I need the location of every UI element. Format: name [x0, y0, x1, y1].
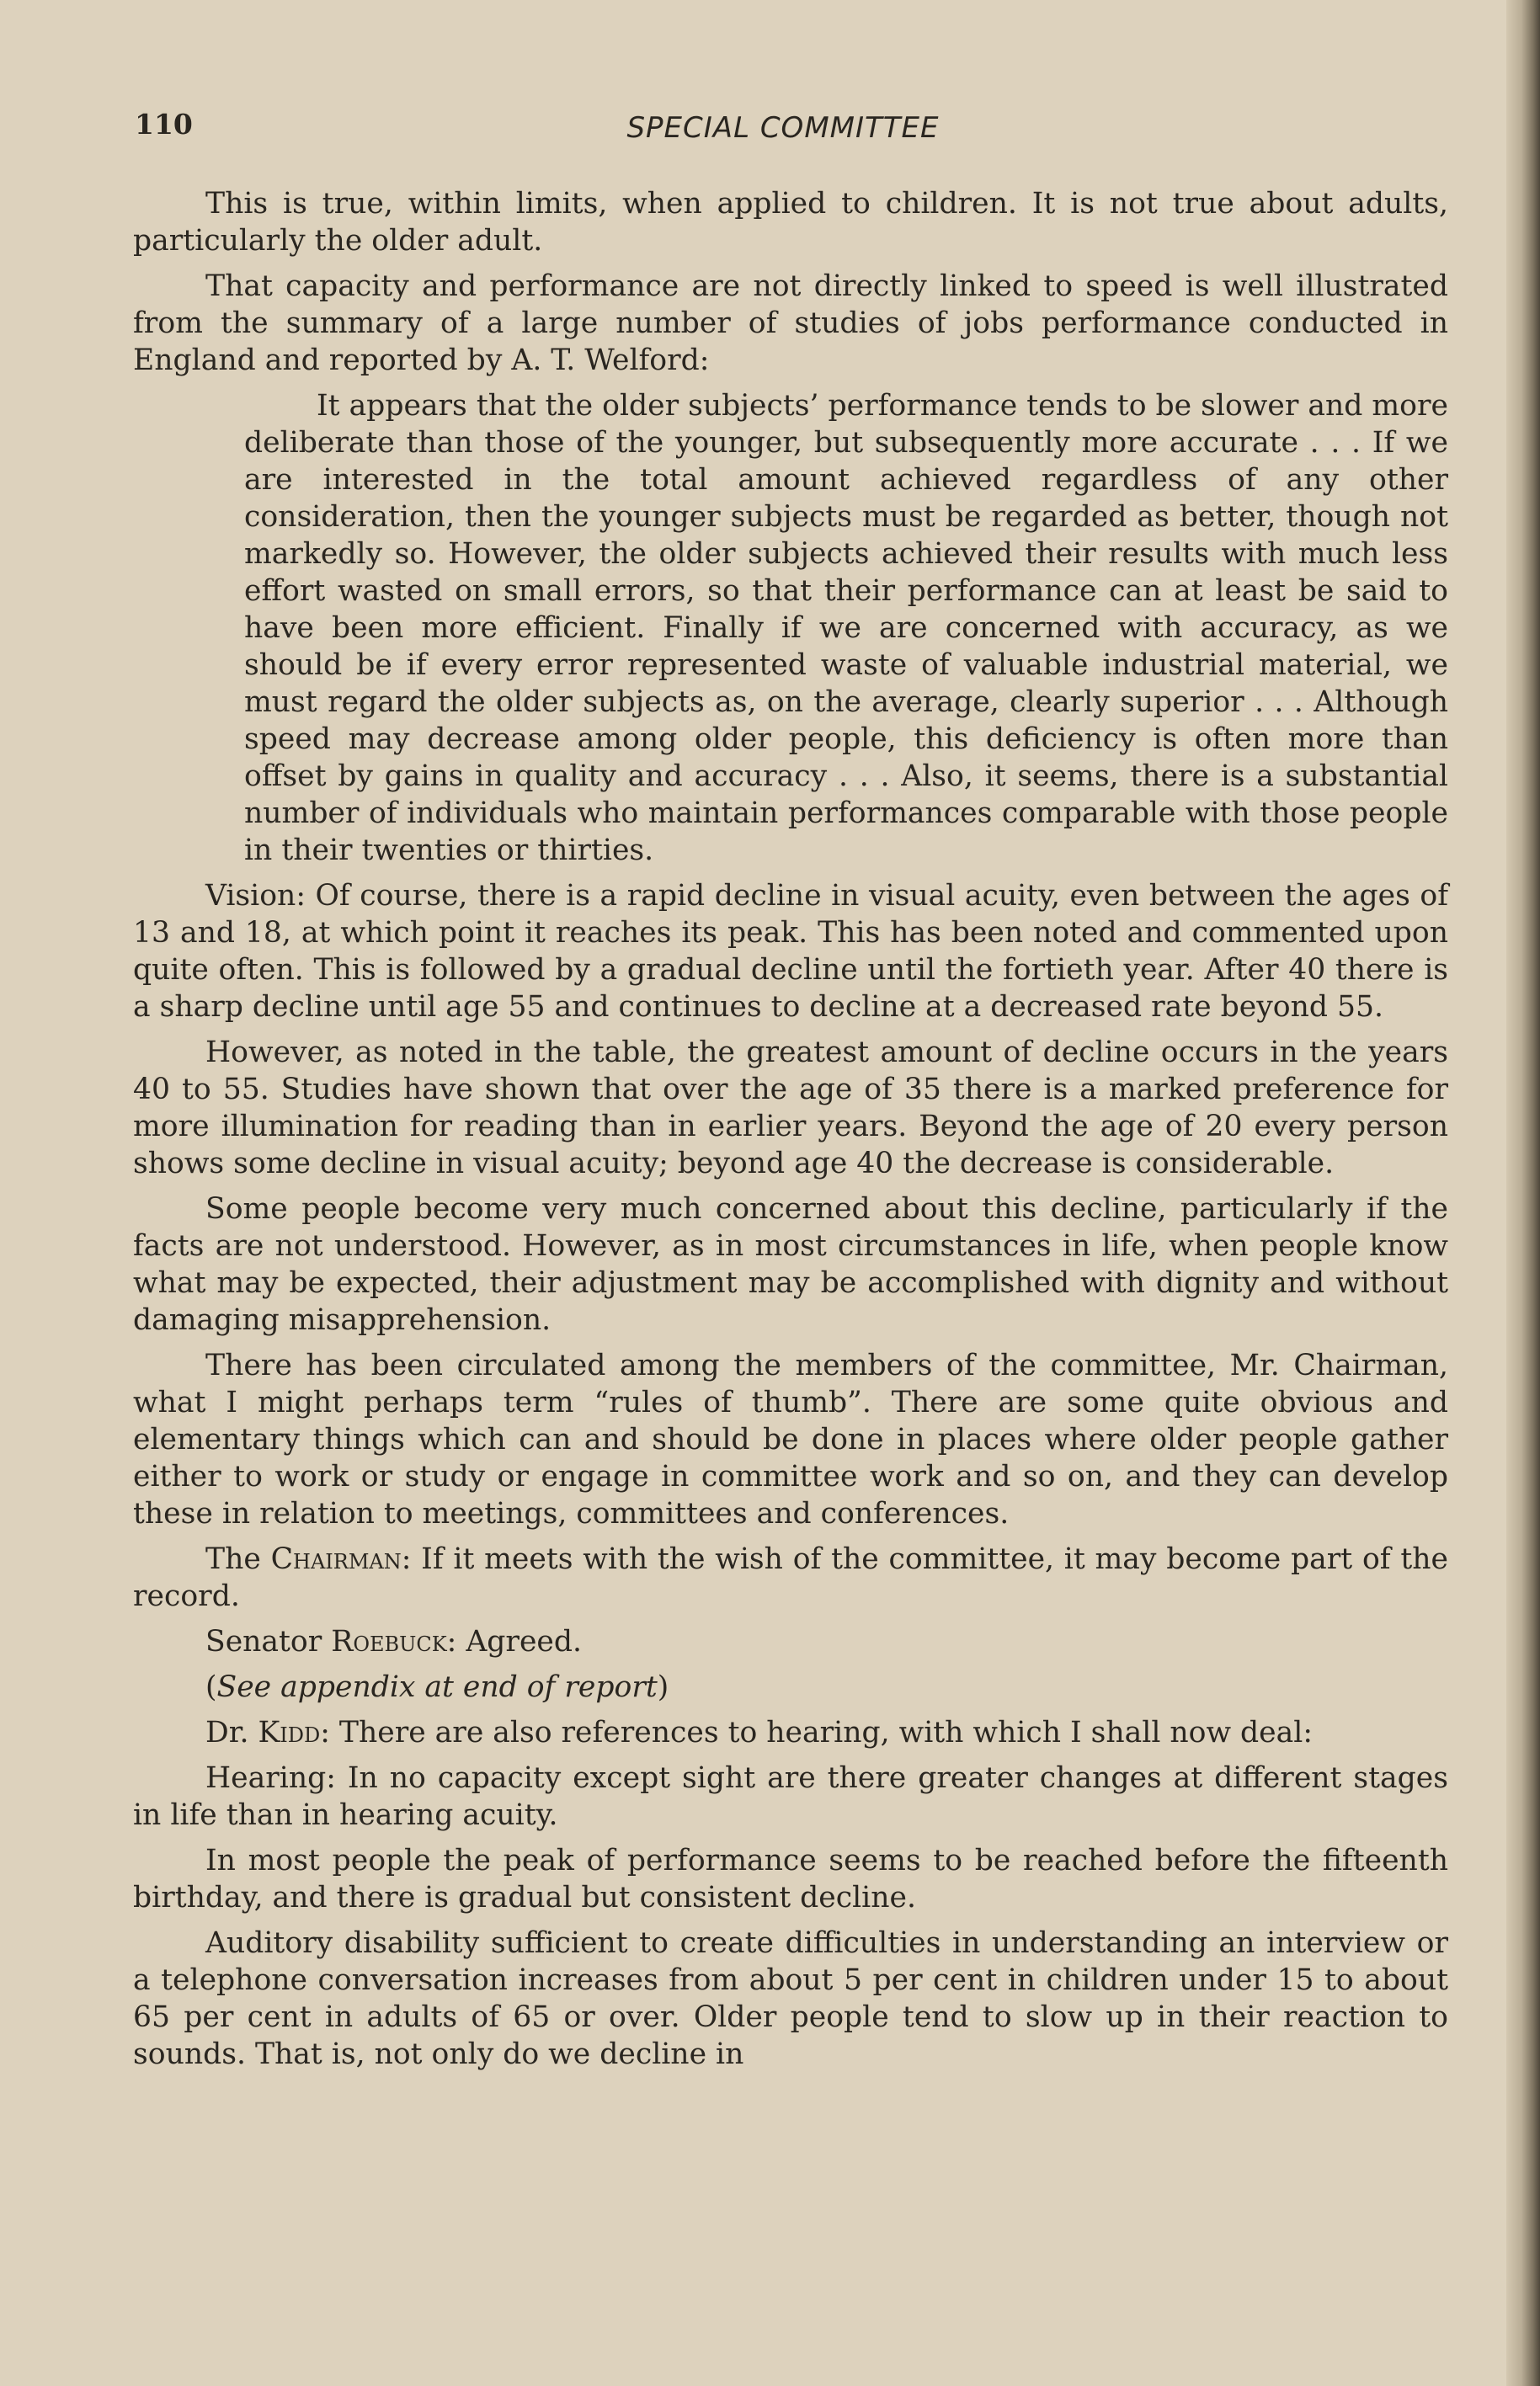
paragraph-rules-of-thumb: There has been circulated among the members of the committee, Mr. Chairman, what I might perhaps term “rules of thumb”. There are some quite obvious and elementary things which can and should be done in places where older people gather either to work or study or engage in committee work and so on, and they can develop these in relation to meetings, committees and conferences.	[133, 1349, 1448, 1531]
paragraph-concern: Some people become very much concerned about this decline, particularly if the facts are not understood. However, as in most circumstances in life, when people know what may be expected, their adjustment may be accomplished with dignity and without damaging misapprehension.	[133, 1192, 1448, 1337]
body-text	[133, 185, 1448, 2081]
page-header	[135, 108, 1431, 158]
paren-open: (	[205, 1670, 217, 1704]
speech-text: : There are also references to hearing, with which I shall now deal:	[320, 1716, 1313, 1750]
paren-close: )	[657, 1670, 669, 1704]
paragraph-1: This is true, within limits, when applied to children. It is not true about adults, particularly the older adult.	[133, 187, 1448, 258]
paragraph-kidd	[133, 1714, 1448, 1751]
paragraph-hearing: Hearing: In no capacity except sight are there greater changes at different stages in life than in hearing acuity.	[133, 1761, 1448, 1832]
paragraph-roebuck	[133, 1623, 1448, 1660]
page-number: 110	[135, 108, 193, 141]
speaker-prefix: Senator	[205, 1625, 332, 1659]
page-edge-shadow	[1506, 0, 1540, 2386]
speaker-prefix: Dr.	[205, 1716, 258, 1750]
speech-text: : If it meets with the wish of the committee, it may become part of the record.	[133, 1542, 1448, 1613]
paragraph-peak: In most people the peak of performance seems to be reached before the fifteenth birthday, and there is gradual but consistent decline.	[133, 1844, 1448, 1915]
paragraph-decline: However, as noted in the table, the greatest amount of decline occurs in the years 40 to 55. Studies have shown that over the age of 35 there is a marked preference for more illumination for reading than in earlier years. Beyond the age of 20 every person shows some decline in visual acuity; beyond age 40 the decrease is considerable.	[133, 1036, 1448, 1180]
paragraph-chairman	[133, 1541, 1448, 1615]
speaker-name-kidd: Kidd	[258, 1716, 321, 1750]
running-head: SPECIAL COMMITTEE	[626, 111, 940, 145]
block-quote-welford: It appears that the older subjects’ performance tends to be slower and more deliberate than those of the younger, but subsequently more accurate . . . If we are interested in the total amount achieved regardless of any other consideration, then the younger subjects must be regarded as better, though not markedly so. However, the older subjects achieved their results with much less effort wasted on small errors, so that their performance can at least be said to have been more efficient. Finally if we are concerned with accuracy, as we should be if every error represented waste of valuable industrial material, we must regard the older subjects as, on the average, clearly superior . . . Although speed may decrease among older people, this deficiency is often more than offset by gains in quality and accuracy . . . Also, it seems, there is a substantial number of individuals who maintain performances comparable with those people in their twenties or thirties.	[244, 389, 1448, 867]
appendix-reference: See appendix at end of report	[216, 1670, 658, 1704]
speaker-prefix: The	[205, 1542, 271, 1576]
paragraph-auditory: Auditory disability sufficient to create difficulties in understanding an interview or a telephone conversation increases from about 5 per cent in children under 15 to about 65 per cent in adults of 65 or over. Older people tend to slow up in their reaction to sounds. That is, not only do we decline in	[133, 1926, 1448, 2071]
paragraph-appendix-note	[133, 1669, 1448, 1706]
speech-text: : Agreed.	[446, 1625, 583, 1659]
paragraph-vision: Vision: Of course, there is a rapid decline in visual acuity, even between the ages of 13 and 18, at which point it reaches its peak. This has been noted and commented upon quite often. This is followed by a gradual decline until the fortieth year. After 40 there is a sharp decline until age 55 and continues to decline at a decreased rate beyond 55.	[133, 879, 1448, 1024]
paragraph-2: That capacity and performance are not directly linked to speed is well illustrated from the summary of a large number of studies of jobs performance conducted in England and reported by A. T. Welford:	[133, 269, 1448, 377]
speaker-name-chairman: Chairman	[270, 1542, 402, 1576]
speaker-name-roebuck: Roebuck	[331, 1625, 447, 1659]
